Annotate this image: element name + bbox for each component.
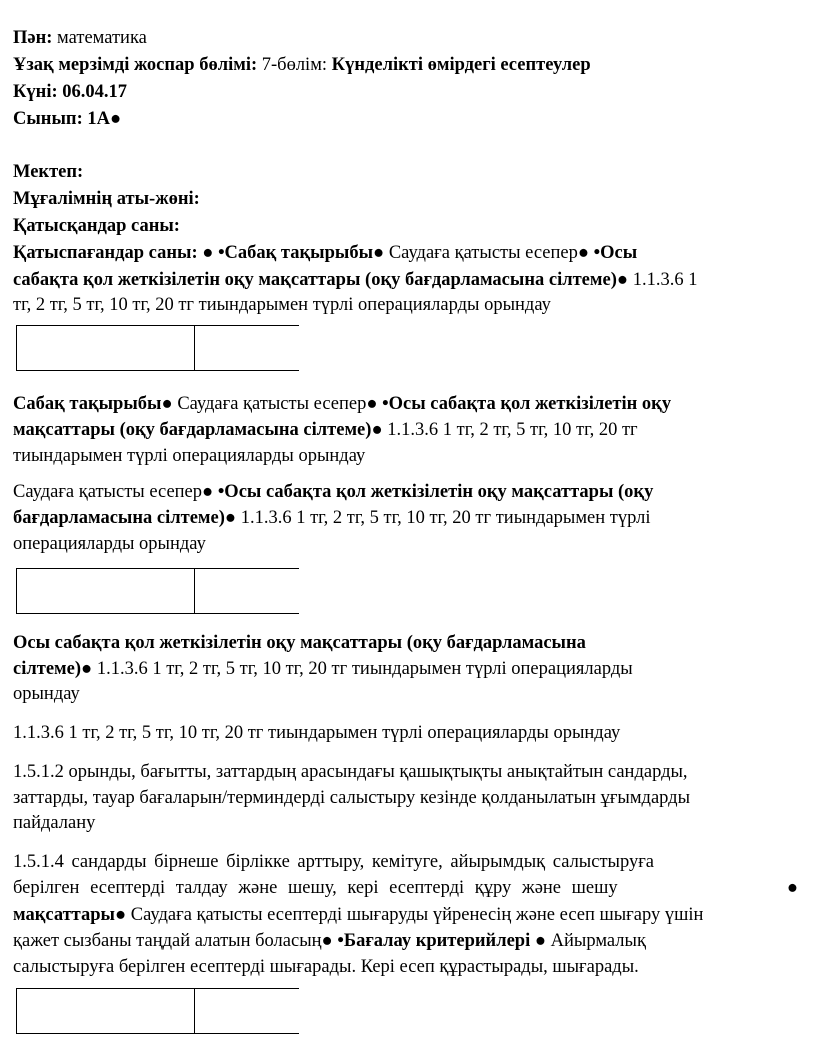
teacher-label: Мұғалімнің аты-жөні:	[13, 189, 200, 209]
goal-text: заттарды, тауар бағаларын/терминдерді салыстыру кезінде қолданылатын ұғымдарды	[13, 788, 691, 808]
empty-table	[16, 325, 299, 371]
bullet-icon: ●	[786, 878, 798, 898]
bullet-icon: ●	[114, 905, 127, 925]
section3-line	[13, 506, 651, 530]
date-line	[13, 80, 127, 104]
lesson-topic-value: Саудаға қатысты есепер	[384, 243, 578, 263]
objectives-value: тг, 2 тг, 5 тг, 10 тг, 20 тг тиындарымен түрлі операцияларды орындау	[13, 295, 551, 315]
absent-label: Қатыспағандар саны:	[13, 243, 203, 263]
teacher-line	[13, 187, 200, 211]
goal-text: 1.5.1.4 сандарды бірнеше бірлікке арттыру, кемітуге, айырымдық салыстыруға	[13, 852, 655, 872]
section4-line	[13, 631, 586, 655]
plan-label: Ұзақ мерзімді жоспар бөлімі:	[13, 55, 258, 75]
bullet-icon: ●	[616, 270, 629, 290]
date-label: Күні: 06.04.17	[13, 82, 127, 102]
goal-text: 1.1.3.6 1 тг, 2 тг, 5 тг, 10 тг, 20 тг тиындарымен түрлі операцияларды орындау	[13, 723, 621, 743]
criteria-label: •Бағалау критерийлері	[332, 931, 535, 951]
topic-value: Саудаға қатысты есепер	[172, 394, 367, 414]
present-line	[13, 214, 180, 238]
goal-line	[13, 876, 798, 900]
objectives-line	[13, 293, 551, 317]
objectives-label: мақсаттары	[13, 905, 115, 925]
section3-line	[13, 532, 206, 556]
table-divider	[194, 326, 195, 370]
table-divider	[194, 569, 195, 613]
objectives-value: 1.1.3.6 1 тг, 2 тг, 5 тг, 10 тг, 20 тг	[382, 420, 638, 440]
objectives-label: сілтеме)	[13, 659, 82, 679]
bullet-icon: ●	[366, 394, 378, 414]
goal-line	[13, 850, 798, 874]
bullet-icon: ●	[202, 482, 214, 502]
topic-label: Сабақ тақырыбы	[13, 394, 162, 414]
section3-line	[13, 480, 653, 504]
goal-text: салыстыруға берілген есептерді шығарады. Кері есеп құрастырады, шығарады.	[13, 957, 639, 977]
bullet-icon: ●	[161, 394, 173, 414]
class-line	[13, 107, 121, 131]
section2-line	[13, 392, 671, 416]
table-divider	[194, 989, 195, 1033]
goal-line	[13, 721, 620, 745]
goal-text: Айырмалық	[546, 931, 646, 951]
section2-line	[13, 418, 638, 442]
bullet-icon: ●	[321, 931, 333, 951]
objectives-value: тиындарымен түрлі операцияларды орындау	[13, 446, 366, 466]
empty-table	[16, 568, 299, 614]
objectives-value: 1.1.3.6 1 тг, 2 тг, 5 тг, 10 тг, 20 тг тиындарымен түрлі	[236, 508, 651, 528]
subject-label: Пән:	[13, 28, 53, 48]
objectives-label: сабақта қол жеткізілетін оқу мақсаттары (оқу бағдарламасына сілтеме)	[13, 270, 617, 290]
bullet-icon: ●	[224, 508, 237, 528]
goal-line	[13, 811, 95, 835]
objectives-label: •Осы сабақта қол жеткізілетін оқу	[377, 394, 672, 414]
goal-line	[13, 760, 688, 784]
absent-line	[13, 241, 637, 265]
objectives-value: операцияларды орындау	[13, 534, 206, 554]
bullet-icon: ●	[109, 109, 122, 129]
section4-line	[13, 682, 80, 706]
objectives-label: •Осы	[589, 243, 638, 263]
school-line	[13, 160, 83, 184]
goal-text: 1.5.1.2 орынды, бағытты, заттардың арасындағы қашықтықты анықтайтын сандарды,	[13, 762, 688, 782]
subject-line	[13, 26, 147, 50]
plan-section: 7-бөлім:	[257, 55, 332, 75]
class-label: Сынып: 1А	[13, 109, 110, 129]
bullet-icon: ●	[373, 243, 385, 263]
lesson-topic-label: •Сабақ тақырыбы	[213, 243, 374, 263]
goal-line	[13, 903, 703, 927]
objectives-label: мақсаттары (оқу бағдарламасына сілтеме)	[13, 420, 372, 440]
goal-text: қажет сызбаны таңдай алатын боласың	[13, 931, 322, 951]
objectives-value: орындау	[13, 684, 80, 704]
goal-text: Саудаға қатысты есептерді шығаруды үйренесің және есеп шығару үшін	[126, 905, 704, 925]
goal-line	[13, 955, 639, 979]
school-label: Мектеп:	[13, 162, 84, 182]
objectives-label: •Осы сабақта қол жеткізілетін оқу мақсаттары (оқу	[213, 482, 654, 502]
objectives-label: Осы сабақта қол жеткізілетін оқу мақсаттары (оқу бағдарламасына	[13, 633, 586, 653]
bullet-icon: ●	[371, 420, 383, 440]
empty-table	[16, 988, 299, 1034]
goal-line	[13, 786, 690, 810]
bullet-icon: ●	[202, 243, 214, 263]
objectives-value: 1.1.3.6 1	[628, 270, 698, 290]
bullet-icon: ●	[534, 931, 547, 951]
plan-title: Күнделікті өмірдегі есептеулер	[331, 55, 591, 75]
bullet-icon: ●	[577, 243, 590, 263]
plan-line	[13, 53, 591, 77]
objectives-line	[13, 268, 697, 292]
goal-text: пайдалану	[13, 813, 96, 833]
section2-line	[13, 444, 365, 468]
goal-text: берілген есептерді талдау және шешу, кері есептерді құру және шешу	[13, 878, 618, 898]
topic-value: Саудаға қатысты есепер	[13, 482, 203, 502]
subject-value: математика	[52, 28, 147, 48]
goal-line	[13, 929, 646, 953]
objectives-label: бағдарламасына сілтеме)	[13, 508, 225, 528]
bullet-icon: ●	[81, 659, 93, 679]
section4-line	[13, 657, 633, 681]
objectives-value: 1.1.3.6 1 тг, 2 тг, 5 тг, 10 тг, 20 тг тиындарымен түрлі операцияларды	[92, 659, 633, 679]
present-label: Қатысқандар саны:	[13, 216, 180, 236]
